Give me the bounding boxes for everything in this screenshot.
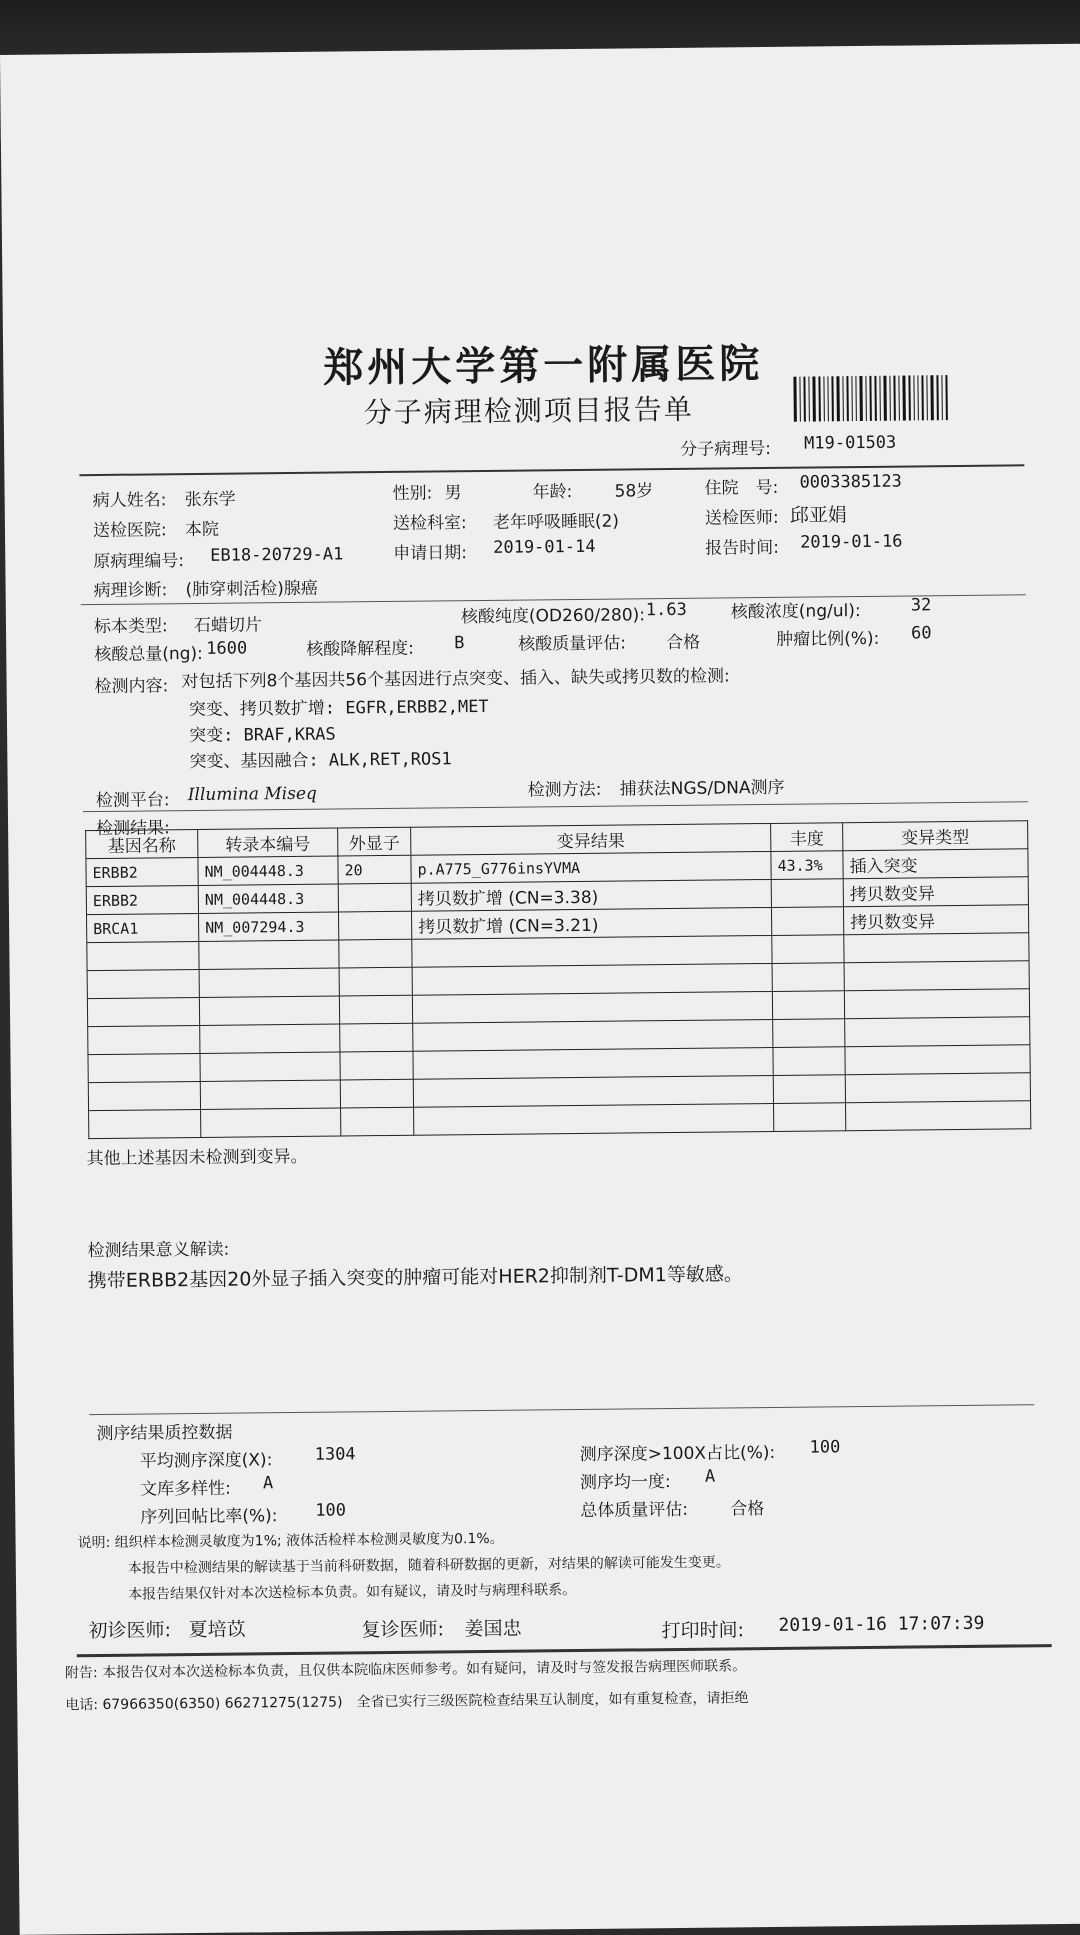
results-note: 其他上述基因未检测到变异。 bbox=[86, 1146, 308, 1170]
overall-value: 合格 bbox=[730, 1499, 765, 1520]
results-label: 检测结果: bbox=[96, 818, 170, 840]
barcode-bar bbox=[846, 376, 848, 421]
cell-gene bbox=[88, 1081, 200, 1110]
cell-variant-type bbox=[844, 989, 1029, 1019]
cell-variant: p.A775_G776insYVMA bbox=[411, 851, 771, 883]
barcode-bar bbox=[865, 376, 866, 421]
print-time-value: 2019-01-16 17:07:39 bbox=[778, 1612, 985, 1636]
cell-transcript bbox=[200, 1024, 340, 1053]
doctor-value: 邱亚娟 bbox=[789, 504, 847, 527]
cell-abundance bbox=[772, 935, 844, 964]
cell-variant bbox=[412, 935, 772, 967]
concentration-label: 核酸浓度(ng/ul): bbox=[730, 601, 861, 623]
cell-exon bbox=[340, 1051, 413, 1080]
cell-gene bbox=[87, 941, 199, 970]
barcode-bar bbox=[941, 375, 942, 420]
platform-label: 检测平台: bbox=[95, 790, 170, 812]
barcode-bar bbox=[898, 376, 899, 421]
cell-exon bbox=[341, 1107, 414, 1136]
report-time-value: 2019-01-16 bbox=[800, 531, 903, 553]
review-doctor-label: 复诊医师: bbox=[361, 1618, 445, 1642]
hospital-title: 郑州大学第一附属医院 bbox=[323, 340, 764, 392]
print-time-label: 打印时间: bbox=[661, 1619, 745, 1643]
cell-abundance bbox=[773, 1075, 845, 1104]
dept-label: 送检科室: bbox=[392, 513, 467, 534]
diagnosis-label: 病理诊断: bbox=[93, 580, 168, 602]
barcode-bar bbox=[855, 376, 856, 421]
depth-value: 1304 bbox=[314, 1444, 356, 1465]
barcode-bar bbox=[930, 375, 933, 420]
age-value: 58岁 bbox=[614, 481, 654, 502]
diagnosis-value: (肺穿刺活检)腺癌 bbox=[185, 578, 318, 601]
cell-variant: 拷贝数扩增 (CN=3.21) bbox=[411, 907, 771, 939]
cell-abundance bbox=[773, 1047, 845, 1076]
dept-value: 老年呼吸睡眠(2) bbox=[492, 511, 620, 533]
col-exon: 外显子 bbox=[338, 827, 411, 856]
cell-gene bbox=[88, 1025, 200, 1054]
cell-variant bbox=[413, 1047, 773, 1079]
cell-exon bbox=[339, 939, 412, 968]
orig-no-value: EB18-20729-A1 bbox=[210, 544, 344, 566]
qc-divider bbox=[89, 1404, 1034, 1415]
diversity-label: 文库多样性: bbox=[139, 1478, 231, 1500]
cell-gene: BRCA1 bbox=[87, 913, 199, 942]
col-transcript: 转录本编号 bbox=[198, 828, 338, 857]
method-value: 捕获法NGS/DNA测序 bbox=[619, 777, 785, 800]
cell-abundance bbox=[772, 963, 844, 992]
total-label: 核酸总量(ng): bbox=[94, 643, 203, 666]
cell-variant-type bbox=[845, 1017, 1030, 1047]
cell-variant-type: 插入突变 bbox=[843, 849, 1028, 879]
mapping-label: 序列回帖比率(%): bbox=[140, 1506, 278, 1528]
tumor-ratio-value: 60 bbox=[911, 623, 932, 644]
barcode-bar bbox=[902, 376, 905, 421]
barcode-bar bbox=[893, 376, 895, 421]
barcode-bar bbox=[803, 377, 805, 422]
barcode-bar bbox=[936, 375, 938, 420]
diversity-value: A bbox=[262, 1473, 274, 1494]
col-abundance: 丰度 bbox=[771, 823, 843, 852]
cell-transcript bbox=[199, 940, 339, 969]
cell-transcript: NM_004448.3 bbox=[198, 856, 338, 885]
col-gene: 基因名称 bbox=[86, 829, 198, 858]
note-line-1: 说明: 组织样本检测灵敏度为1%; 液体活检样本检测灵敏度为0.1%。 bbox=[77, 1530, 504, 1552]
hospital-label: 送检医院: bbox=[92, 520, 167, 542]
cell-exon bbox=[340, 1079, 413, 1108]
cell-abundance bbox=[771, 879, 843, 908]
overall-label: 总体质量评估: bbox=[580, 1499, 689, 1522]
barcode-bar bbox=[818, 376, 820, 421]
specimen-type-value: 石蜡切片 bbox=[193, 615, 263, 636]
cell-exon bbox=[339, 967, 412, 996]
qc-title: 测序结果质控数据 bbox=[96, 1422, 233, 1445]
hospital-value: 本院 bbox=[184, 519, 220, 541]
content-label: 检测内容: bbox=[94, 676, 169, 698]
uniformity-label: 测序均一度: bbox=[579, 1472, 671, 1494]
barcode-bar bbox=[851, 376, 852, 421]
barcode-bar bbox=[842, 376, 843, 421]
pathology-no: M19-01503 bbox=[804, 432, 897, 454]
barcode-bar bbox=[869, 376, 871, 421]
cell-abundance: 43.3% bbox=[771, 851, 843, 880]
cell-exon bbox=[338, 911, 411, 940]
barcode-bar bbox=[908, 375, 910, 420]
cell-variant bbox=[412, 991, 772, 1023]
purity-value: 1.63 bbox=[645, 599, 687, 621]
interpretation-label: 检测结果意义解读: bbox=[87, 1239, 230, 1262]
patient-name-label: 病人姓名: bbox=[92, 490, 167, 512]
content-line-1: 突变、拷贝数扩增: EGFR,ERBB2,MET bbox=[188, 696, 489, 721]
cell-exon bbox=[339, 995, 412, 1024]
cell-abundance bbox=[771, 907, 843, 936]
barcode-bar bbox=[808, 377, 809, 422]
content-line-2: 突变: BRAF,KRAS bbox=[189, 724, 336, 747]
barcode-bar bbox=[945, 375, 947, 420]
cell-variant: 拷贝数扩增 (CN=3.38) bbox=[411, 879, 771, 911]
cell-gene bbox=[89, 1109, 201, 1138]
apply-date-value: 2019-01-14 bbox=[493, 536, 596, 558]
cell-variant bbox=[413, 1075, 773, 1107]
degradation-value: B bbox=[454, 633, 465, 654]
apply-date-label: 申请日期: bbox=[393, 543, 468, 564]
footer-line-2: 电话: 67966350(6350) 66271275(1275) 全省已实行三级医院检查结果互认制度，如有重复检查，请拒绝 bbox=[65, 1690, 749, 1714]
cell-exon bbox=[338, 883, 411, 912]
cell-variant-type: 拷贝数变异 bbox=[843, 877, 1028, 907]
cell-variant-type bbox=[844, 961, 1029, 991]
degradation-label: 核酸降解程度: bbox=[306, 638, 415, 660]
report-paper bbox=[0, 44, 1080, 1935]
cell-exon bbox=[340, 1023, 413, 1052]
concentration-value: 32 bbox=[910, 595, 932, 616]
inpatient-no: 0003385123 bbox=[799, 471, 902, 493]
cell-gene: ERBB2 bbox=[86, 857, 198, 886]
cell-gene bbox=[88, 1053, 200, 1082]
first-doctor-label: 初诊医师: bbox=[88, 1619, 172, 1643]
platform-value: Illumina Miseq bbox=[187, 783, 317, 806]
cell-variant bbox=[413, 1019, 773, 1051]
cell-transcript bbox=[200, 1080, 340, 1109]
interpretation-text: 携带ERBB2基因20外显子插入突变的肿瘤可能对HER2抑制剂T-DM1等敏感。 bbox=[87, 1263, 743, 1293]
barcode bbox=[793, 375, 978, 422]
age-label: 年龄: bbox=[532, 482, 573, 503]
report-title: 分子病理检测项目报告单 bbox=[363, 392, 694, 430]
cell-transcript bbox=[201, 1108, 341, 1137]
content-line-3: 突变、基因融合: ALK,RET,ROS1 bbox=[189, 749, 452, 773]
quality-label: 核酸质量评估: bbox=[518, 633, 627, 655]
barcode-bar bbox=[823, 376, 824, 421]
mapping-value: 100 bbox=[315, 1500, 347, 1521]
cell-transcript bbox=[200, 1052, 340, 1081]
barcode-bar bbox=[921, 375, 923, 420]
specimen-type-label: 标本类型: bbox=[93, 616, 168, 638]
report-time-label: 报告时间: bbox=[705, 537, 780, 559]
cell-gene bbox=[87, 997, 199, 1026]
barcode-bar bbox=[827, 376, 828, 421]
cell-gene bbox=[87, 969, 199, 998]
tumor-ratio-label: 肿瘤比例(%): bbox=[776, 628, 880, 650]
orig-no-label: 原病理编号: bbox=[93, 551, 185, 573]
purity-label: 核酸纯度(OD260/280): bbox=[460, 605, 646, 628]
sex-label: 性别: bbox=[392, 483, 433, 504]
inpatient-label: 住院 号: bbox=[704, 477, 779, 499]
doctor-label: 送检医师: bbox=[704, 507, 779, 529]
barcode-bar bbox=[889, 376, 890, 421]
depth-label: 平均测序深度(X): bbox=[139, 1450, 273, 1472]
sex-value: 男 bbox=[444, 483, 462, 504]
quality-value: 合格 bbox=[666, 632, 701, 654]
cell-abundance bbox=[774, 1103, 846, 1132]
footer-divider bbox=[77, 1644, 1052, 1657]
cell-transcript bbox=[199, 996, 339, 1025]
results-table bbox=[85, 820, 1031, 1139]
cell-variant bbox=[412, 963, 772, 995]
barcode-bar bbox=[831, 376, 833, 421]
method-label: 检测方法: bbox=[527, 779, 602, 801]
cell-transcript: NM_007294.3 bbox=[199, 912, 339, 941]
cell-variant-type bbox=[845, 1045, 1030, 1075]
barcode-bar bbox=[879, 376, 880, 421]
barcode-bar bbox=[883, 376, 886, 421]
uniformity-value: A bbox=[704, 1466, 716, 1487]
barcode-bar bbox=[874, 376, 876, 421]
note-line-3: 本报告结果仅针对本次送检标本负责。如有疑议，请及时与病理科联系。 bbox=[128, 1582, 577, 1603]
patient-name: 张东学 bbox=[184, 489, 236, 511]
cell-variant-type bbox=[845, 1073, 1030, 1103]
cell-exon: 20 bbox=[338, 855, 411, 884]
col-variant: 变异结果 bbox=[411, 823, 771, 855]
cell-variant-type bbox=[846, 1101, 1031, 1131]
barcode-bar bbox=[859, 376, 862, 421]
barcode-bar bbox=[836, 376, 839, 421]
cell-abundance bbox=[773, 1019, 845, 1048]
barcode-bar bbox=[913, 375, 914, 420]
barcode-bar bbox=[812, 376, 815, 421]
ratio-value: 100 bbox=[809, 1437, 841, 1458]
cell-abundance bbox=[772, 991, 844, 1020]
barcode-bar bbox=[917, 375, 918, 420]
footer-line-1: 附告: 本报告仅对本次送检标本负责，且仅供本院临床医师参考。如有疑问，请及时与签发报告病理医师联系。 bbox=[64, 1658, 747, 1682]
cell-gene: ERBB2 bbox=[86, 885, 198, 914]
total-value: 1600 bbox=[206, 638, 248, 659]
cell-variant-type: 拷贝数变异 bbox=[843, 905, 1028, 935]
col-variant-type: 变异类型 bbox=[843, 821, 1028, 851]
barcode-bar bbox=[799, 377, 800, 422]
review-doctor-value: 姜国忠 bbox=[464, 1617, 522, 1641]
cell-transcript bbox=[199, 968, 339, 997]
barcode-bar bbox=[926, 375, 927, 420]
ratio-label: 测序深度>100X占比(%): bbox=[579, 1442, 776, 1466]
cell-variant bbox=[414, 1103, 774, 1135]
cell-transcript: NM_004448.3 bbox=[198, 884, 338, 913]
cell-variant-type bbox=[844, 933, 1029, 963]
pathology-no-label: 分子病理号: bbox=[680, 438, 772, 460]
first-doctor-value: 夏培苡 bbox=[188, 1618, 246, 1642]
content-desc: 对包括下列8个基因共56个基因进行点突变、插入、缺失或拷贝数的检测: bbox=[181, 666, 730, 693]
barcode-bar bbox=[793, 377, 796, 422]
note-line-2: 本报告中检测结果的解读基于当前科研数据，随着科研数据的更新，对结果的解读可能发生变更。 bbox=[127, 1554, 730, 1577]
